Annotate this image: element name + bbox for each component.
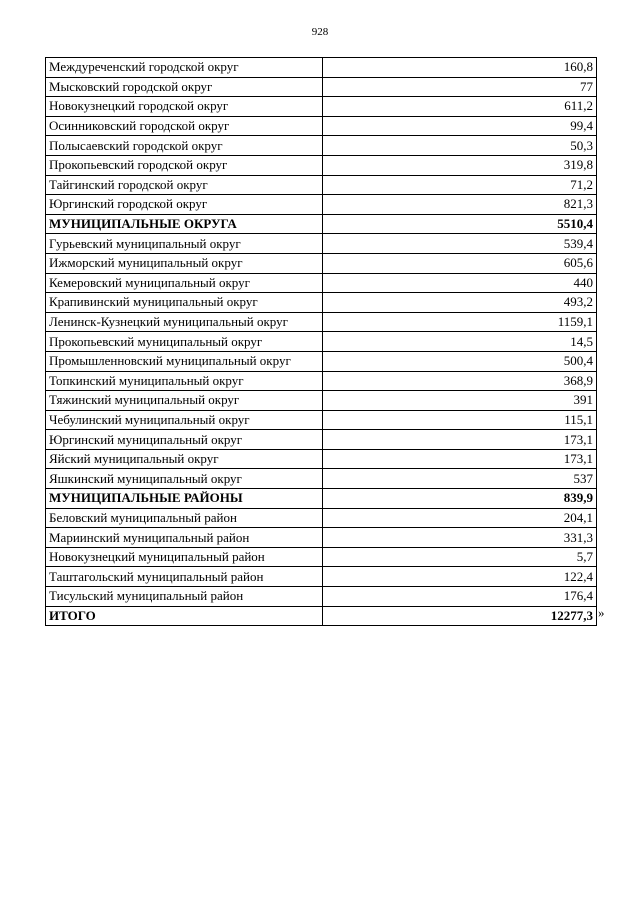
page-number: 928: [311, 26, 329, 38]
amount-cell: 331,3: [323, 528, 597, 548]
territory-name-cell: Новокузнецкий муниципальный район: [46, 547, 323, 567]
territory-name-cell: ИТОГО: [46, 606, 323, 626]
amount-cell: 122,4: [323, 567, 597, 587]
table-row: [46, 332, 597, 352]
amount-cell: 71,2: [323, 175, 597, 195]
amount-cell: 99,4: [323, 116, 597, 136]
table-row: [46, 273, 597, 293]
amount-cell: 14,5: [323, 332, 597, 352]
table-row: [46, 469, 597, 489]
territory-name-cell: Прокопьевский муниципальный округ: [46, 332, 323, 352]
territory-name-cell: Прокопьевский городской округ: [46, 155, 323, 175]
amount-cell: 440: [323, 273, 597, 293]
territory-name-cell: Осинниковский городской округ: [46, 116, 323, 136]
territory-name-cell: Юргинский городской округ: [46, 195, 323, 215]
amount-cell: 537: [323, 469, 597, 489]
table-row: [46, 253, 597, 273]
amount-cell: 173,1: [323, 449, 597, 469]
amount-cell: 173,1: [323, 430, 597, 450]
table-row: [46, 77, 597, 97]
territory-name-cell: Яшкинский муниципальный округ: [46, 469, 323, 489]
table-row: [46, 175, 597, 195]
territory-name-cell: МУНИЦИПАЛЬНЫЕ РАЙОНЫ: [46, 489, 323, 509]
territory-name-cell: Мысковский городской округ: [46, 77, 323, 97]
amount-cell: 391: [323, 391, 597, 411]
table-row: [46, 195, 597, 215]
table-row-subtotal: [46, 214, 597, 234]
table-row: [46, 430, 597, 450]
table-row: [46, 449, 597, 469]
amount-cell: 500,4: [323, 351, 597, 371]
amount-cell: 5,7: [323, 547, 597, 567]
territory-name-cell: Чебулинский муниципальный округ: [46, 410, 323, 430]
table-row-subtotal: [46, 489, 597, 509]
territory-name-cell: Яйский муниципальный округ: [46, 449, 323, 469]
territory-name-cell: Тисульский муниципальный район: [46, 587, 323, 607]
table-row: [46, 155, 597, 175]
territory-name-cell: Ленинск-Кузнецкий муниципальный округ: [46, 312, 323, 332]
table-row: [46, 391, 597, 411]
territory-name-cell: Мариинский муниципальный район: [46, 528, 323, 548]
table-row: [46, 97, 597, 117]
table-row: [46, 116, 597, 136]
table-row: [46, 136, 597, 156]
amount-cell: 115,1: [323, 410, 597, 430]
table-body: [46, 58, 597, 626]
territory-name-cell: Междуреченский городской округ: [46, 58, 323, 78]
amount-cell: 539,4: [323, 234, 597, 254]
table-row: [46, 567, 597, 587]
territory-name-cell: Полысаевский городской округ: [46, 136, 323, 156]
territory-name-cell: Топкинский муниципальный округ: [46, 371, 323, 391]
closing-quote: »: [598, 605, 605, 620]
amount-cell: 611,2: [323, 97, 597, 117]
territory-name-cell: МУНИЦИПАЛЬНЫЕ ОКРУГА: [46, 214, 323, 234]
territory-name-cell: Таштагольский муниципальный район: [46, 567, 323, 587]
territory-name-cell: Юргинский муниципальный округ: [46, 430, 323, 450]
amount-cell: 50,3: [323, 136, 597, 156]
table-row: [46, 587, 597, 607]
amount-cell: 204,1: [323, 508, 597, 528]
table-row-subtotal: [46, 606, 597, 626]
amount-cell: 1159,1: [323, 312, 597, 332]
data-table-container: [45, 57, 597, 626]
territory-name-cell: Новокузнецкий городской округ: [46, 97, 323, 117]
amount-cell: 493,2: [323, 293, 597, 313]
table-row: [46, 528, 597, 548]
amount-cell: 319,8: [323, 155, 597, 175]
territory-name-cell: Тяжинский муниципальный округ: [46, 391, 323, 411]
territory-name-cell: Промышленновский муниципальный округ: [46, 351, 323, 371]
table-row: [46, 371, 597, 391]
amount-cell: 12277,3: [323, 606, 597, 626]
table-row: [46, 234, 597, 254]
table-row: [46, 508, 597, 528]
amount-cell: 839,9: [323, 489, 597, 509]
territory-name-cell: Беловский муниципальный район: [46, 508, 323, 528]
amount-cell: 821,3: [323, 195, 597, 215]
amount-cell: 5510,4: [323, 214, 597, 234]
amount-cell: 160,8: [323, 58, 597, 78]
amount-cell: 77: [323, 77, 597, 97]
table-row: [46, 351, 597, 371]
table-row: [46, 58, 597, 78]
territory-name-cell: Ижморский муниципальный округ: [46, 253, 323, 273]
data-table: [45, 57, 597, 626]
territory-name-cell: Тайгинский городской округ: [46, 175, 323, 195]
amount-cell: 176,4: [323, 587, 597, 607]
amount-cell: 368,9: [323, 371, 597, 391]
amount-cell: 605,6: [323, 253, 597, 273]
territory-name-cell: Крапивинский муниципальный округ: [46, 293, 323, 313]
table-row: [46, 312, 597, 332]
table-row: [46, 547, 597, 567]
territory-name-cell: Гурьевский муниципальный округ: [46, 234, 323, 254]
territory-name-cell: Кемеровский муниципальный округ: [46, 273, 323, 293]
table-row: [46, 410, 597, 430]
table-row: [46, 293, 597, 313]
